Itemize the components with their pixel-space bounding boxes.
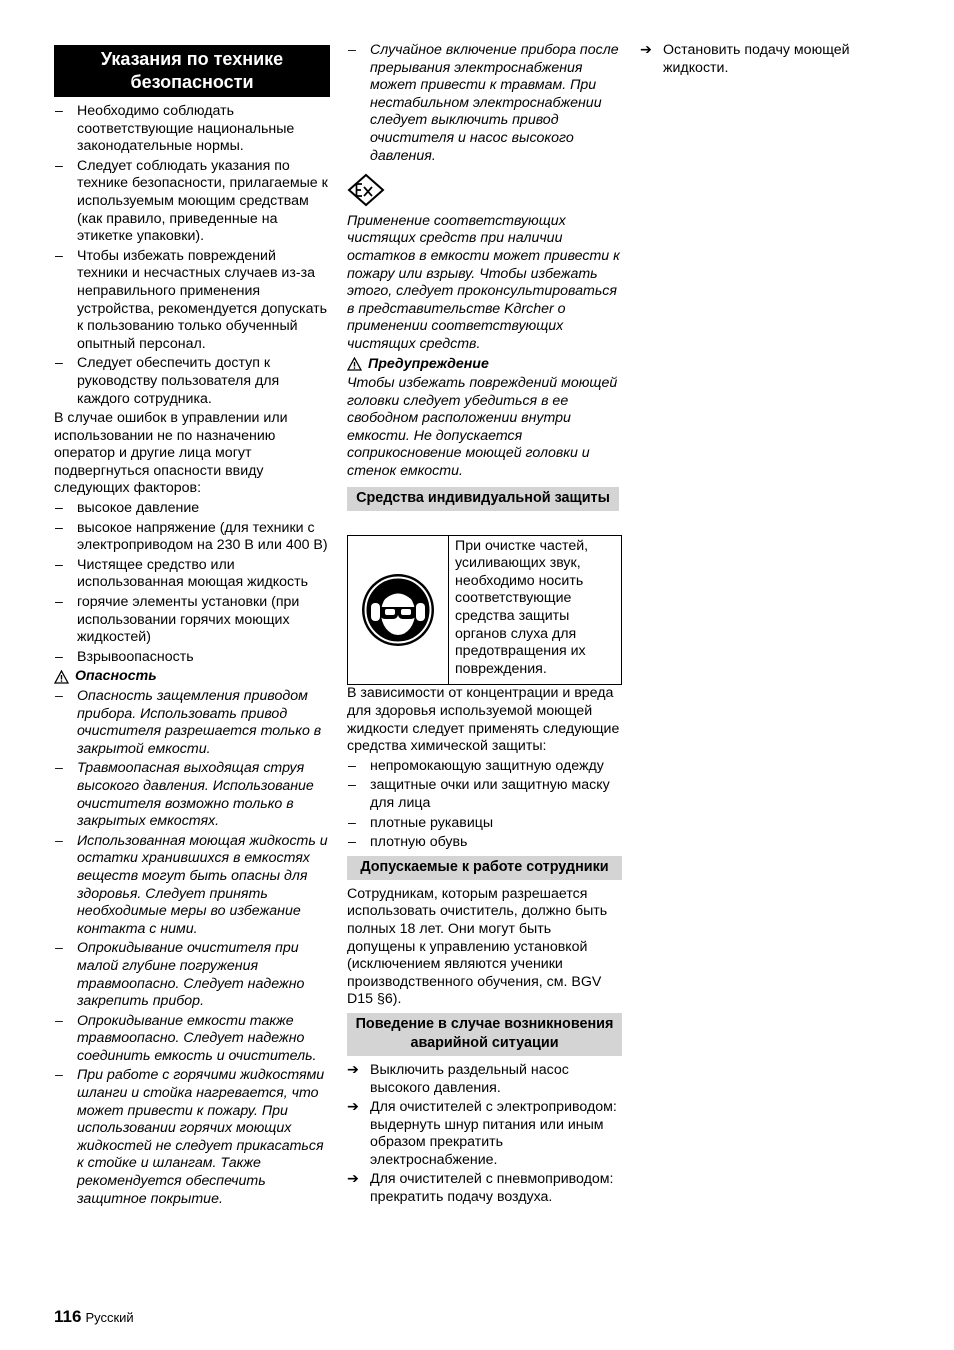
arrow-right-icon: ➔: [347, 1061, 359, 1078]
list-item: – Чистящее средство или использованная моющая жидкость: [54, 557, 330, 592]
list-item: – Опрокидывание очистителя при малой глубине погружения травмоопасно. Следует надежно закрепить прибор.: [54, 940, 330, 1010]
warning-triangle-icon: [347, 357, 362, 371]
list-item: – высокое давление: [54, 500, 330, 518]
hearing-eye-protection-icon: [361, 573, 435, 647]
chem-protection-list: [347, 758, 622, 852]
page-footer: [54, 1307, 134, 1327]
list-item: – При работе с горячими жидкостями шланги и стойка нагревается, что может привести к пожару. При использовании горячих моющих жидкостей не следует прикасаться к стойке и шлангам. Также рекомендуется обеспечить защитное покрытие.: [54, 1067, 330, 1208]
list-item: – плотные рукавицы: [347, 815, 622, 833]
explosion-hazard-icon: [347, 173, 385, 207]
ex-warning-text: Применение соответствующих чистящих средств при наличии остатков в емкости может привести к пожару или взрыву. Чтобы избежать этого, следует проконсультироваться в представительстве Kдrcher о применении соответствующих чистящих средств.: [347, 212, 620, 352]
list-item: – плотную обувь: [347, 834, 622, 852]
list-item: – Чтобы избежать повреждений техники и несчастных случаев из-за неправильного применения устройства, рекомендуется допускать к пользованию только обученный опытный персонал.: [54, 248, 330, 354]
list-item: – Взрывоопасность: [54, 649, 330, 667]
list-item: – Необходимо соблюдать соответствующие национальные законодательные нормы.: [54, 103, 330, 156]
ppe-heading: Средства индивидуальной защиты: [347, 487, 619, 511]
list-item: – Опасность защемления приводом прибора. Использовать привод очистителя разрешается только в закрытой емкости.: [54, 688, 330, 758]
warning-label: Предупреждение: [368, 355, 489, 372]
danger-list: [54, 688, 330, 1208]
ppe-cell-text: При очистке частей, усиливающих звук, необходимо носить соответствующие средства защиты органов слуха для предотвращения их повреждения.: [455, 537, 589, 677]
staff-text: Сотрудникам, которым разрешается использовать очиститель, должно быть полных 18 лет. Они могут быть допущены к управлению установкой (исключением являются ученики производственного обучения, см. BGV D15 §6).: [347, 885, 608, 1008]
language-label: Русский: [85, 1310, 134, 1325]
danger-heading: [54, 668, 330, 686]
arrow-right-icon: ➔: [640, 42, 652, 58]
arrow-right-icon: ➔: [347, 1171, 359, 1188]
power-failure-list: [347, 42, 622, 165]
list-item: – горячие элементы установки (при использовании горячих моющих жидкостей): [54, 594, 330, 647]
emergency-list-continued: [640, 42, 900, 77]
general-rules-list: [54, 103, 330, 408]
hazards-list: [54, 500, 330, 666]
list-item: – непромокающую защитную одежду: [347, 758, 622, 776]
list-item: ➔ Для очистителей с электроприводом: выдернуть шнур питания или иным образом прекратить электроснабжение.: [347, 1099, 617, 1168]
list-item: – высокое напряжение (для техники с электроприводом на 230 В или 400 В): [54, 520, 330, 555]
warning-triangle-icon: [54, 670, 69, 684]
hazards-intro: В случае ошибок в управлении или использовании не по назначению оператор и другие лица могут подвергнуться опасности ввиду следующих факторов:: [54, 410, 288, 497]
list-item: ➔ Выключить раздельный насос высокого давления.: [347, 1061, 569, 1096]
list-item: – Следует обеспечить доступ к руководству пользователя для каждого сотрудника.: [54, 355, 330, 408]
list-item: – защитные очки или защитную маску для лица: [347, 777, 622, 812]
list-item: – Использованная моющая жидкость и остатки хранившихся в емкостях веществ могут быть опасны для здоровья. Следует принять необходимые меры во избежание контакта с ними.: [54, 833, 330, 939]
chem-intro: В зависимости от концентрации и вреда для здоровья используемой моющей жидкости следует применять следующие средства химической защиты:: [347, 685, 620, 755]
emergency-heading: Поведение в случае возникновения аварийной ситуации: [347, 1013, 622, 1056]
list-item: – Следует соблюдать указания по технике безопасности, прилагаемые к используемым моющим средствам (как правило, приведенные на этикетке упаковки).: [54, 158, 330, 246]
danger-label: Опасность: [75, 668, 157, 685]
emergency-list: [347, 1062, 622, 1207]
staff-heading: Допускаемые к работе сотрудники: [347, 856, 622, 880]
warning-heading: [347, 356, 622, 374]
ppe-image-cell: [348, 536, 449, 685]
column-right: [640, 42, 900, 79]
ex-symbol: [347, 173, 622, 213]
page-number: 116: [54, 1307, 82, 1326]
warning-text: Чтобы избежать повреждений моющей головки следует убедиться в ее свободном расположении внутри емкости. Не допускается соприкосновение моющей головки и стенок емкости.: [347, 375, 618, 480]
list-item: – Травмоопасная выходящая струя высокого давления. Использование очистителя возможно только в закрытых емкостях.: [54, 760, 330, 830]
list-item: ➔ Остановить подачу моющей жидкости.: [640, 42, 850, 76]
list-item: ➔ Для очистителей с пневмоприводом: прекратить подачу воздуха.: [347, 1171, 614, 1206]
ppe-table: [347, 535, 622, 686]
column-left: [54, 42, 330, 1210]
arrow-right-icon: ➔: [347, 1099, 359, 1116]
section-title: Указания по технике безопасности: [54, 45, 330, 97]
column-middle: [347, 42, 622, 1209]
list-item: – Случайное включение прибора после прерывания электроснабжения может привести к травмам. При нестабильном электроснабжении следует выключить привод очистителя и насос высокого давления.: [347, 42, 622, 165]
list-item: – Опрокидывание емкости также травмоопасно. Следует надежно соединить емкость и очиститель.: [54, 1013, 330, 1066]
